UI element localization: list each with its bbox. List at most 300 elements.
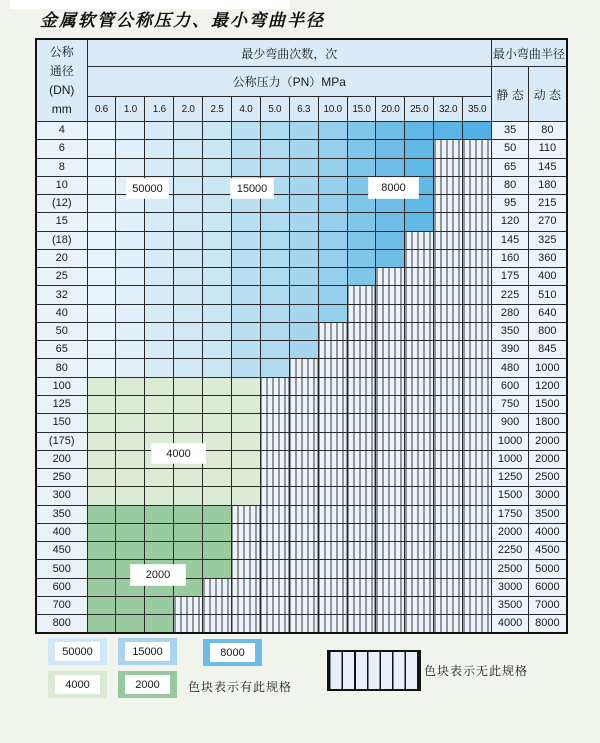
static-cell: 1250 [492, 469, 529, 487]
spec-available-cell [203, 341, 232, 359]
no-spec-hatch-cell [318, 432, 347, 450]
spec-available-cell [116, 414, 145, 432]
dn-cell: 450 [36, 542, 87, 560]
dn-header [36, 39, 87, 122]
pressure-tick: 25.0 [405, 97, 434, 122]
no-spec-hatch-cell [463, 213, 492, 231]
static-cell: 50 [492, 140, 529, 158]
spec-available-cell [116, 322, 145, 340]
dynamic-cell: 145 [529, 158, 567, 176]
table-row [36, 596, 567, 614]
no-spec-hatch-cell [463, 432, 492, 450]
no-spec-hatch-cell [376, 286, 405, 304]
pressure-tick: 1.6 [145, 97, 174, 122]
spec-available-cell [174, 231, 203, 249]
spec-available-cell [203, 523, 232, 541]
no-spec-hatch-cell [434, 377, 463, 395]
no-spec-hatch-cell [405, 249, 434, 267]
pressure-ticks-row [36, 97, 567, 122]
spec-available-cell [145, 414, 174, 432]
spec-available-cell [289, 176, 318, 194]
dynamic-cell: 6000 [529, 578, 567, 596]
spec-table [35, 38, 568, 634]
spec-available-cell [231, 395, 260, 413]
no-spec-hatch-cell [376, 596, 405, 614]
dn-cell: 250 [36, 469, 87, 487]
no-spec-hatch-cell [434, 231, 463, 249]
cycle-count-label: 8000 [369, 178, 418, 198]
spec-available-cell [318, 231, 347, 249]
no-spec-hatch-cell [405, 432, 434, 450]
spec-available-cell [289, 195, 318, 213]
spec-available-cell [405, 158, 434, 176]
no-spec-hatch-cell [347, 286, 376, 304]
no-spec-hatch-cell [289, 578, 318, 596]
no-spec-hatch-cell [289, 377, 318, 395]
dynamic-cell: 5000 [529, 560, 567, 578]
spec-available-cell [145, 505, 174, 523]
no-spec-hatch-cell [434, 304, 463, 322]
no-spec-hatch-cell [347, 560, 376, 578]
spec-available-cell [145, 322, 174, 340]
dn-cell: 15 [36, 213, 87, 231]
no-spec-hatch-cell [376, 414, 405, 432]
no-spec-hatch-cell [463, 615, 492, 634]
no-spec-hatch-cell [405, 523, 434, 541]
no-spec-hatch-cell [463, 341, 492, 359]
spec-available-cell [87, 469, 116, 487]
dn-header-line: 通径 [49, 63, 74, 78]
spec-available-cell [203, 377, 232, 395]
page-title: 金属软管公称压力、最小弯曲半径 [40, 11, 325, 31]
spec-available-cell [87, 414, 116, 432]
spec-available-cell [318, 286, 347, 304]
table-row [36, 432, 567, 450]
spec-available-cell [289, 249, 318, 267]
spec-available-cell [318, 195, 347, 213]
table-row [36, 122, 567, 140]
spec-available-cell [174, 542, 203, 560]
spec-available-cell [116, 505, 145, 523]
cycle-count-label: 4000 [152, 444, 205, 463]
dynamic-cell: 180 [529, 176, 567, 194]
dn-cell: 700 [36, 596, 87, 614]
spec-available-cell [231, 268, 260, 286]
no-spec-hatch-cell [289, 523, 318, 541]
dn-cell: 125 [36, 395, 87, 413]
spec-available-cell [116, 432, 145, 450]
table-row [36, 469, 567, 487]
static-header: 静 态 [492, 67, 529, 122]
no-spec-hatch-cell [463, 268, 492, 286]
dynamic-cell: 325 [529, 231, 567, 249]
spec-available-cell [145, 304, 174, 322]
static-cell: 65 [492, 158, 529, 176]
dynamic-cell: 80 [529, 122, 567, 140]
dn-cell: 500 [36, 560, 87, 578]
no-spec-hatch-cell [347, 432, 376, 450]
table-row [36, 377, 567, 395]
no-spec-hatch-cell [463, 414, 492, 432]
table-row [36, 578, 567, 596]
no-spec-hatch-cell [203, 615, 232, 634]
spec-available-cell [174, 341, 203, 359]
spec-available-cell [405, 140, 434, 158]
no-spec-hatch-cell [434, 322, 463, 340]
dn-cell: 65 [36, 341, 87, 359]
pressure-tick: 6.3 [289, 97, 318, 122]
dynamic-cell: 360 [529, 249, 567, 267]
dn-cell: 20 [36, 249, 87, 267]
spec-available-cell [145, 359, 174, 377]
spec-available-cell [174, 359, 203, 377]
no-spec-hatch-cell [434, 596, 463, 614]
static-cell: 225 [492, 286, 529, 304]
dynamic-cell: 400 [529, 268, 567, 286]
no-spec-hatch-cell [434, 249, 463, 267]
no-spec-hatch-cell [376, 615, 405, 634]
table-row [36, 176, 567, 194]
spec-available-cell [87, 268, 116, 286]
spec-available-cell [87, 341, 116, 359]
no-spec-hatch-cell [318, 542, 347, 560]
dynamic-cell: 1200 [529, 377, 567, 395]
no-spec-hatch-cell [463, 469, 492, 487]
table-row [36, 341, 567, 359]
spec-available-cell [318, 140, 347, 158]
no-spec-hatch-cell [231, 542, 260, 560]
spec-available-cell [289, 158, 318, 176]
no-spec-hatch-cell [405, 542, 434, 560]
spec-available-cell [376, 140, 405, 158]
table-row [36, 195, 567, 213]
legend-block [118, 671, 177, 698]
spec-available-cell [289, 341, 318, 359]
legend-block [203, 639, 262, 666]
spec-available-cell [376, 213, 405, 231]
no-spec-hatch-cell [289, 395, 318, 413]
no-spec-hatch-cell [434, 268, 463, 286]
spec-available-cell [231, 450, 260, 468]
no-spec-hatch-cell [405, 469, 434, 487]
spec-available-cell [260, 286, 289, 304]
no-spec-hatch-cell [347, 578, 376, 596]
static-cell: 1000 [492, 432, 529, 450]
no-spec-hatch-cell [318, 414, 347, 432]
no-spec-hatch-cell [434, 578, 463, 596]
spec-available-cell [87, 176, 116, 194]
spec-available-cell [347, 213, 376, 231]
no-spec-hatch-cell [463, 249, 492, 267]
static-cell: 95 [492, 195, 529, 213]
spec-available-cell [405, 213, 434, 231]
no-spec-hatch-cell [231, 560, 260, 578]
spec-available-cell [87, 304, 116, 322]
spec-available-cell [203, 213, 232, 231]
spec-available-cell [174, 122, 203, 140]
pressure-tick: 5.0 [260, 97, 289, 122]
table-row [36, 304, 567, 322]
dn-cell: 400 [36, 523, 87, 541]
table-row [36, 450, 567, 468]
no-spec-hatch-cell [347, 414, 376, 432]
pressure-tick: 20.0 [376, 97, 405, 122]
spec-available-cell [231, 487, 260, 505]
no-spec-hatch-cell [463, 322, 492, 340]
dynamic-cell: 270 [529, 213, 567, 231]
spec-available-cell [203, 359, 232, 377]
spec-available-cell [260, 249, 289, 267]
spec-available-cell [87, 140, 116, 158]
no-spec-hatch-cell [318, 322, 347, 340]
no-spec-hatch-cell [463, 359, 492, 377]
no-spec-hatch-cell [289, 615, 318, 634]
spec-available-cell [174, 176, 203, 194]
spec-available-cell [318, 158, 347, 176]
static-cell: 120 [492, 213, 529, 231]
spec-available-cell [231, 377, 260, 395]
spec-available-cell [87, 158, 116, 176]
static-cell: 480 [492, 359, 529, 377]
no-spec-hatch-cell [434, 195, 463, 213]
no-spec-hatch-cell [260, 432, 289, 450]
no-spec-hatch-cell [260, 487, 289, 505]
table-area [35, 38, 566, 634]
spec-available-cell [434, 122, 463, 140]
no-spec-hatch-cell [376, 542, 405, 560]
no-spec-hatch-cell [260, 578, 289, 596]
no-spec-hatch-cell [376, 395, 405, 413]
no-spec-hatch-cell [260, 560, 289, 578]
static-cell: 750 [492, 395, 529, 413]
no-spec-hatch-cell [347, 615, 376, 634]
table-row [36, 542, 567, 560]
no-spec-hatch-cell [318, 505, 347, 523]
no-spec-hatch-cell [289, 432, 318, 450]
spec-available-cell [174, 414, 203, 432]
spec-available-cell [260, 322, 289, 340]
spec-available-cell [231, 322, 260, 340]
spec-available-cell [203, 560, 232, 578]
spec-available-cell [203, 122, 232, 140]
dn-cell: 40 [36, 304, 87, 322]
no-spec-hatch-cell [260, 395, 289, 413]
no-spec-hatch-cell [463, 395, 492, 413]
no-spec-hatch-cell [318, 341, 347, 359]
spec-available-cell [231, 469, 260, 487]
no-spec-hatch-cell [376, 377, 405, 395]
table-row [36, 615, 567, 634]
no-spec-hatch-cell [260, 523, 289, 541]
spec-available-cell [347, 158, 376, 176]
spec-available-cell [376, 158, 405, 176]
static-cell: 3500 [492, 596, 529, 614]
no-spec-hatch-cell [318, 615, 347, 634]
spec-available-cell [347, 231, 376, 249]
no-spec-hatch-cell [289, 414, 318, 432]
no-spec-hatch-cell [318, 359, 347, 377]
dn-cell: 50 [36, 322, 87, 340]
no-spec-hatch-cell [434, 395, 463, 413]
no-spec-hatch-cell [231, 578, 260, 596]
dn-cell: (175) [36, 432, 87, 450]
legend-has-spec-text: 色块表示有此规格 [188, 680, 293, 694]
spec-available-cell [145, 249, 174, 267]
no-spec-hatch-cell [463, 542, 492, 560]
no-spec-hatch-cell [347, 505, 376, 523]
spec-available-cell [174, 286, 203, 304]
radius-header: 最小弯曲半径 [492, 39, 567, 67]
spec-available-cell [318, 213, 347, 231]
spec-available-cell [231, 213, 260, 231]
static-cell: 175 [492, 268, 529, 286]
no-spec-hatch-cell [174, 615, 203, 634]
pressure-tick: 4.0 [231, 97, 260, 122]
no-spec-hatch-cell [376, 432, 405, 450]
spec-available-cell [174, 158, 203, 176]
spec-available-cell [203, 450, 232, 468]
no-spec-hatch-cell [260, 505, 289, 523]
dynamic-cell: 3500 [529, 505, 567, 523]
no-spec-hatch-cell [434, 542, 463, 560]
spec-available-cell [203, 231, 232, 249]
spec-available-cell [318, 176, 347, 194]
no-spec-hatch-cell [376, 560, 405, 578]
no-spec-hatch-cell [347, 542, 376, 560]
header-row-2 [36, 67, 567, 97]
no-spec-hatch-cell [434, 286, 463, 304]
no-spec-hatch-cell [434, 213, 463, 231]
spec-available-cell [260, 213, 289, 231]
cycle-count-label: 50000 [127, 179, 168, 198]
static-cell: 2250 [492, 542, 529, 560]
spec-available-cell [231, 432, 260, 450]
table-row [36, 213, 567, 231]
no-spec-hatch-cell [463, 377, 492, 395]
spec-available-cell [87, 377, 116, 395]
no-spec-hatch-cell [260, 596, 289, 614]
spec-available-cell [289, 122, 318, 140]
no-spec-hatch-cell [405, 377, 434, 395]
spec-available-cell [87, 286, 116, 304]
no-spec-hatch-cell [318, 596, 347, 614]
spec-available-cell [87, 542, 116, 560]
spec-available-cell [174, 523, 203, 541]
spec-available-cell [116, 377, 145, 395]
spec-available-cell [87, 195, 116, 213]
no-spec-hatch-cell [376, 359, 405, 377]
spec-available-cell [376, 249, 405, 267]
spec-available-cell [116, 341, 145, 359]
dynamic-cell: 7000 [529, 596, 567, 614]
no-spec-hatch-cell [434, 505, 463, 523]
no-spec-hatch-cell [405, 560, 434, 578]
spec-available-cell [203, 286, 232, 304]
table-row [36, 359, 567, 377]
spec-available-cell [145, 596, 174, 614]
spec-available-cell [116, 487, 145, 505]
no-spec-hatch-cell [260, 542, 289, 560]
no-spec-hatch-cell [376, 505, 405, 523]
no-spec-hatch-cell [318, 450, 347, 468]
pressure-tick: 35.0 [463, 97, 492, 122]
no-spec-hatch-cell [203, 596, 232, 614]
pressure-header: 公称压力（PN）MPa [87, 67, 492, 97]
no-spec-hatch-cell [318, 523, 347, 541]
spec-available-cell [260, 158, 289, 176]
spec-available-cell [145, 158, 174, 176]
spec-available-cell [174, 469, 203, 487]
dynamic-cell: 2000 [529, 432, 567, 450]
no-spec-hatch-cell [434, 560, 463, 578]
spec-available-cell [145, 341, 174, 359]
no-spec-hatch-cell [347, 596, 376, 614]
spec-available-cell [174, 304, 203, 322]
spec-available-cell [203, 395, 232, 413]
no-spec-hatch-cell [231, 505, 260, 523]
legend-value: 15000 [125, 642, 170, 661]
static-cell: 1500 [492, 487, 529, 505]
header-row-1 [36, 39, 567, 67]
spec-available-cell [87, 231, 116, 249]
legend-no-spec-text: 色块表示无此规格 [424, 664, 529, 678]
spec-available-cell [116, 450, 145, 468]
no-spec-hatch-cell [463, 487, 492, 505]
pressure-tick: 2.0 [174, 97, 203, 122]
legend-value: 8000 [210, 643, 255, 662]
no-spec-hatch-cell [347, 487, 376, 505]
spec-available-cell [87, 596, 116, 614]
spec-available-cell [116, 359, 145, 377]
dn-cell: 32 [36, 286, 87, 304]
no-spec-hatch-cell [260, 377, 289, 395]
spec-available-cell [174, 268, 203, 286]
no-spec-hatch-cell [289, 450, 318, 468]
dynamic-cell: 3000 [529, 487, 567, 505]
spec-available-cell [203, 432, 232, 450]
spec-available-cell [289, 213, 318, 231]
pressure-tick: 0.6 [87, 97, 116, 122]
dn-cell: 150 [36, 414, 87, 432]
no-spec-hatch-cell [434, 523, 463, 541]
no-spec-hatch-cell [289, 542, 318, 560]
spec-available-cell [174, 505, 203, 523]
dn-cell: (18) [36, 231, 87, 249]
no-spec-hatch-cell [434, 450, 463, 468]
spec-available-cell [289, 286, 318, 304]
spec-available-cell [87, 395, 116, 413]
no-spec-hatch-cell [289, 487, 318, 505]
no-spec-hatch-cell [463, 450, 492, 468]
static-cell: 80 [492, 176, 529, 194]
spec-available-cell [174, 249, 203, 267]
dn-cell: 100 [36, 377, 87, 395]
no-spec-hatch-cell [260, 469, 289, 487]
dn-cell: 200 [36, 450, 87, 468]
static-cell: 390 [492, 341, 529, 359]
spec-available-cell [347, 140, 376, 158]
table-row [36, 505, 567, 523]
table-row [36, 322, 567, 340]
pressure-tick: 1.0 [116, 97, 145, 122]
dn-cell: 800 [36, 615, 87, 634]
pressure-tick: 32.0 [434, 97, 463, 122]
no-spec-hatch-cell [405, 487, 434, 505]
spec-available-cell [203, 414, 232, 432]
no-spec-hatch-cell [347, 395, 376, 413]
dynamic-cell: 2000 [529, 450, 567, 468]
no-spec-hatch-cell [405, 322, 434, 340]
